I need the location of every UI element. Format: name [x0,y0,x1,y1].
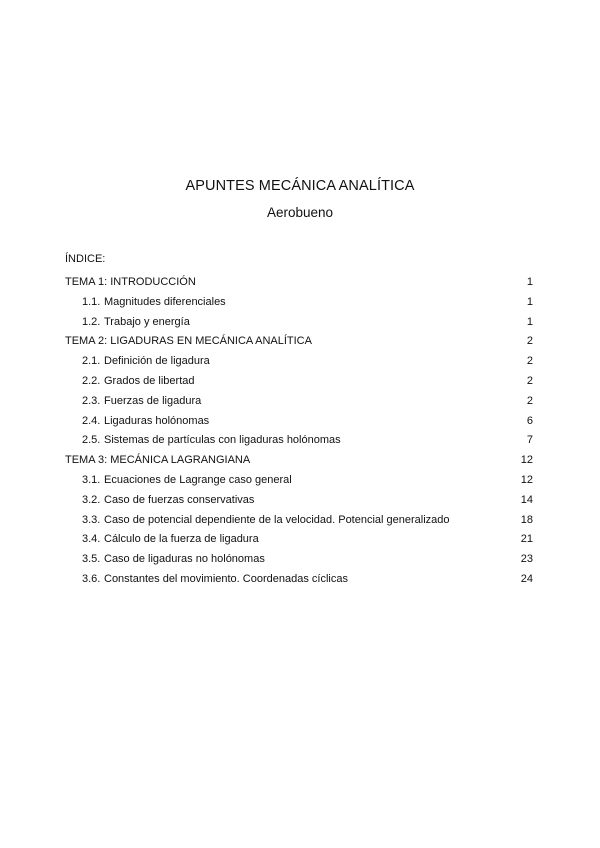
toc-section-entry[interactable] [65,313,533,333]
document-title: APUNTES MECÁNICA ANALÍTICA [185,178,415,194]
toc-entry-number: 2.4. [82,414,101,427]
toc-chapter-entry[interactable] [65,273,533,293]
toc-entry-page-number: 12 [520,473,533,486]
toc-entry-page-number: 1 [526,276,533,288]
toc-entry-page-number: 18 [520,513,533,526]
toc-entry-number: 3.3. [82,513,101,526]
toc-entry-number: 1.1. [82,295,101,308]
toc-entry-page-number: 7 [526,434,533,447]
toc-entry-label: Constantes del movimiento. Coordenadas cíclicas [104,572,348,585]
toc-section-entry[interactable] [65,471,533,491]
toc-entry-label: Definición de ligadura [104,355,210,368]
toc-entry-label: TEMA 1: INTRODUCCIÓN [65,276,196,288]
toc-section-entry[interactable] [65,293,533,313]
toc-section-entry[interactable] [65,372,533,392]
toc-entry-page-number: 2 [526,394,533,407]
toc-section-entry[interactable] [65,511,533,531]
toc-entry-number: 2.2. [82,374,101,387]
toc-section-entry[interactable] [65,431,533,451]
toc-entry-number: 3.6. [82,572,101,585]
toc-entry-label: Caso de fuerzas conservativas [104,493,255,506]
toc-entry-number: 3.5. [82,553,101,566]
toc-section-entry[interactable] [65,491,533,511]
toc-entry-number: 3.1. [82,473,101,486]
document-author: Aerobueno [266,205,334,220]
toc-entry-number: 2.5. [82,434,101,447]
toc-entry-page-number: 1 [526,295,533,308]
toc-section-entry[interactable] [65,352,533,372]
toc-section-entry[interactable] [65,412,533,432]
toc-entry-page-number: 2 [526,374,533,387]
toc-entry-label: Magnitudes diferenciales [104,295,226,308]
toc-entry-number: 2.3. [82,394,101,407]
toc-entry-label: Grados de libertad [104,374,195,387]
toc-entry-label: Sistemas de partículas con ligaduras holónomas [104,434,341,447]
toc-chapter-entry[interactable] [65,332,533,352]
toc-entry-page-number: 14 [520,493,533,506]
toc-section-entry[interactable] [65,550,533,570]
toc-entry-page-number: 6 [526,414,533,427]
toc-entry-page-number: 2 [526,355,533,368]
toc-entry-page-number: 23 [520,553,533,566]
toc-entry-page-number: 12 [520,454,533,467]
toc-entry-number: 3.2. [82,493,101,506]
toc-entry-label: Ecuaciones de Lagrange caso general [104,473,292,486]
toc-entry-label: Cálculo de la fuerza de ligadura [104,533,259,546]
toc-entry-label: Caso de potencial dependiente de la velocidad. Potencial generalizado [104,513,450,526]
toc-entry-page-number: 21 [520,533,533,546]
toc-entry-page-number: 24 [520,572,533,585]
toc-entry-label: Trabajo y energía [104,315,190,328]
toc-heading: ÍNDICE: [65,253,106,265]
toc-entry-label: TEMA 3: MECÁNICA LAGRANGIANA [65,454,251,467]
toc-entry-number: 3.4. [82,533,101,546]
toc-section-entry[interactable] [65,392,533,412]
toc-section-entry[interactable] [65,570,533,590]
toc-entry-label: TEMA 2: LIGADURAS EN MECÁNICA ANALÍTICA [65,335,312,348]
toc-entry-number: 2.1. [82,355,101,368]
toc-entry-label: Fuerzas de ligadura [104,394,202,407]
toc-entry-number: 1.2. [82,315,101,328]
toc-entry-label: Caso de ligaduras no holónomas [104,553,265,566]
table-of-contents [65,273,533,590]
toc-chapter-entry[interactable] [65,451,533,471]
toc-entry-label: Ligaduras holónomas [104,414,210,427]
toc-entry-page-number: 1 [526,315,533,328]
toc-entry-page-number: 2 [526,335,533,348]
toc-section-entry[interactable] [65,530,533,550]
